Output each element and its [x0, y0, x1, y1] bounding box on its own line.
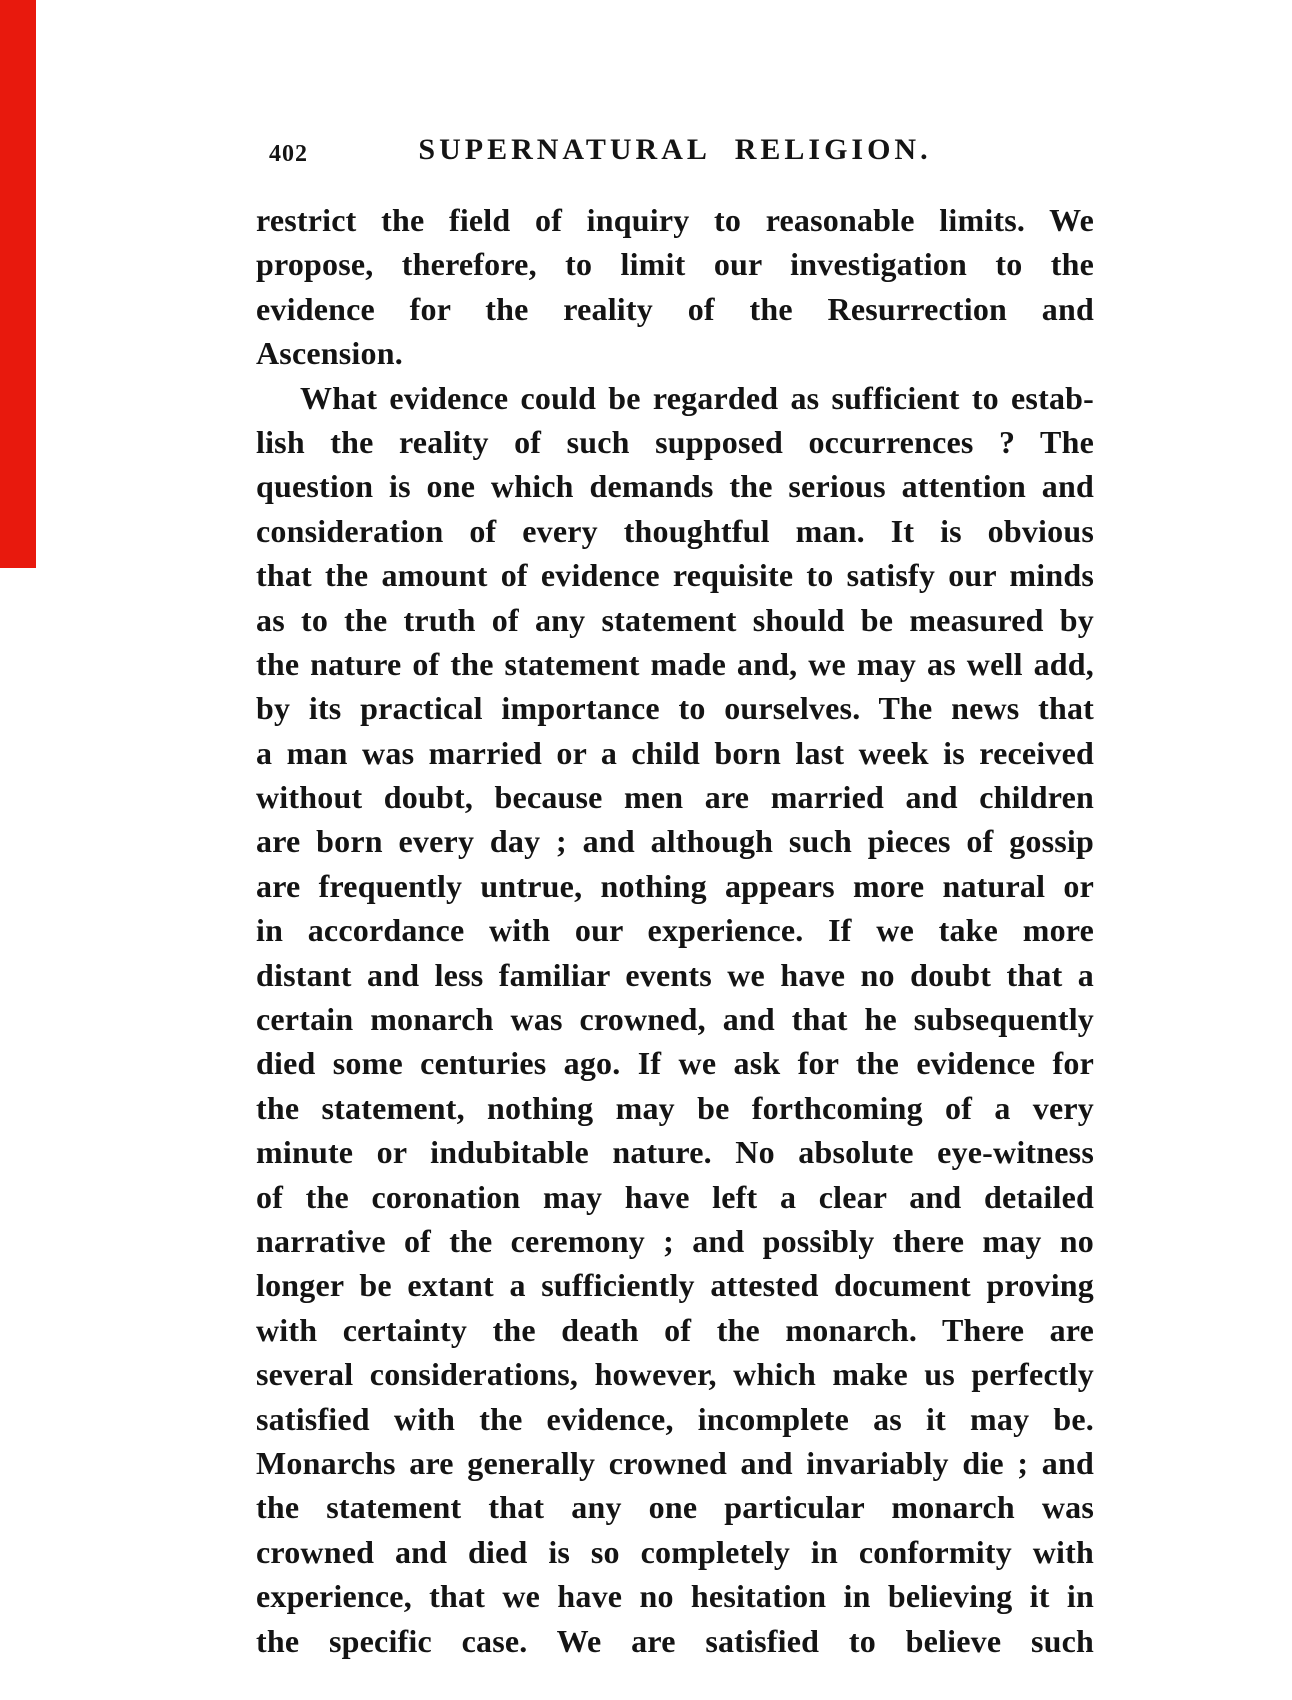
- text-line: of the coronation may have left a clear and detailed: [256, 1178, 1094, 1215]
- text-line: Ascension.: [256, 335, 403, 372]
- text-line: in accordance with our experience. If we take more: [256, 912, 1094, 949]
- text-line: distant and less familiar events we have no doubt that a: [256, 956, 1094, 993]
- text-line: consideration of every thoughtful man. It is obvious: [256, 512, 1094, 549]
- body-text: [256, 198, 1094, 1663]
- text-line: the nature of the statement made and, we may as well add,: [256, 645, 1094, 682]
- text-line: are frequently untrue, nothing appears more natural or: [256, 867, 1094, 904]
- text-line: minute or indubitable nature. No absolute eye-witness: [256, 1134, 1094, 1171]
- text-line: that the amount of evidence requisite to satisfy our minds: [256, 557, 1094, 594]
- scan-margin-bar: [0, 0, 36, 568]
- text-line: the specific case. We are satisfied to believe such: [256, 1622, 1094, 1659]
- running-title: SUPERNATURAL RELIGION.: [418, 133, 932, 166]
- text-line: certain monarch was crowned, and that he subsequently: [256, 1001, 1094, 1038]
- text-line: evidence for the reality of the Resurrection and: [256, 290, 1094, 327]
- page-number: 402: [269, 141, 308, 167]
- text-line: died some centuries ago. If we ask for the evidence for: [256, 1045, 1094, 1082]
- text-line: satisfied with the evidence, incomplete as it may be.: [256, 1400, 1094, 1437]
- text-line: with certainty the death of the monarch. There are: [256, 1311, 1094, 1348]
- text-line: What evidence could be regarded as sufficient to estab-: [300, 379, 1094, 416]
- text-line: longer be extant a sufficiently attested document proving: [256, 1267, 1094, 1304]
- text-line: question is one which demands the serious attention and: [256, 468, 1094, 505]
- text-line: as to the truth of any statement should be measured by: [256, 601, 1094, 638]
- text-line: restrict the field of inquiry to reasonable limits. We: [256, 202, 1094, 238]
- text-line: the statement that any one particular monarch was: [256, 1489, 1094, 1526]
- text-line: the statement, nothing may be forthcoming of a very: [256, 1089, 1094, 1126]
- text-line: a man was married or a child born last week is received: [256, 734, 1094, 771]
- text-line: crowned and died is so completely in conformity with: [256, 1533, 1094, 1570]
- text-line: are born every day ; and although such pieces of gossip: [256, 823, 1094, 860]
- text-line: experience, that we have no hesitation in believing it in: [256, 1578, 1094, 1615]
- page-header: [256, 133, 1094, 175]
- text-line: propose, therefore, to limit our investigation to the: [256, 246, 1094, 283]
- text-line: Monarchs are generally crowned and invariably die ; and: [256, 1444, 1094, 1481]
- text-line: narrative of the ceremony ; and possibly there may no: [256, 1222, 1094, 1259]
- text-line: several considerations, however, which make us perfectly: [256, 1356, 1094, 1393]
- text-line: without doubt, because men are married and children: [256, 779, 1094, 816]
- text-line: lish the reality of such supposed occurrences ? The: [256, 423, 1094, 460]
- text-line: by its practical importance to ourselves. The news that: [256, 690, 1094, 727]
